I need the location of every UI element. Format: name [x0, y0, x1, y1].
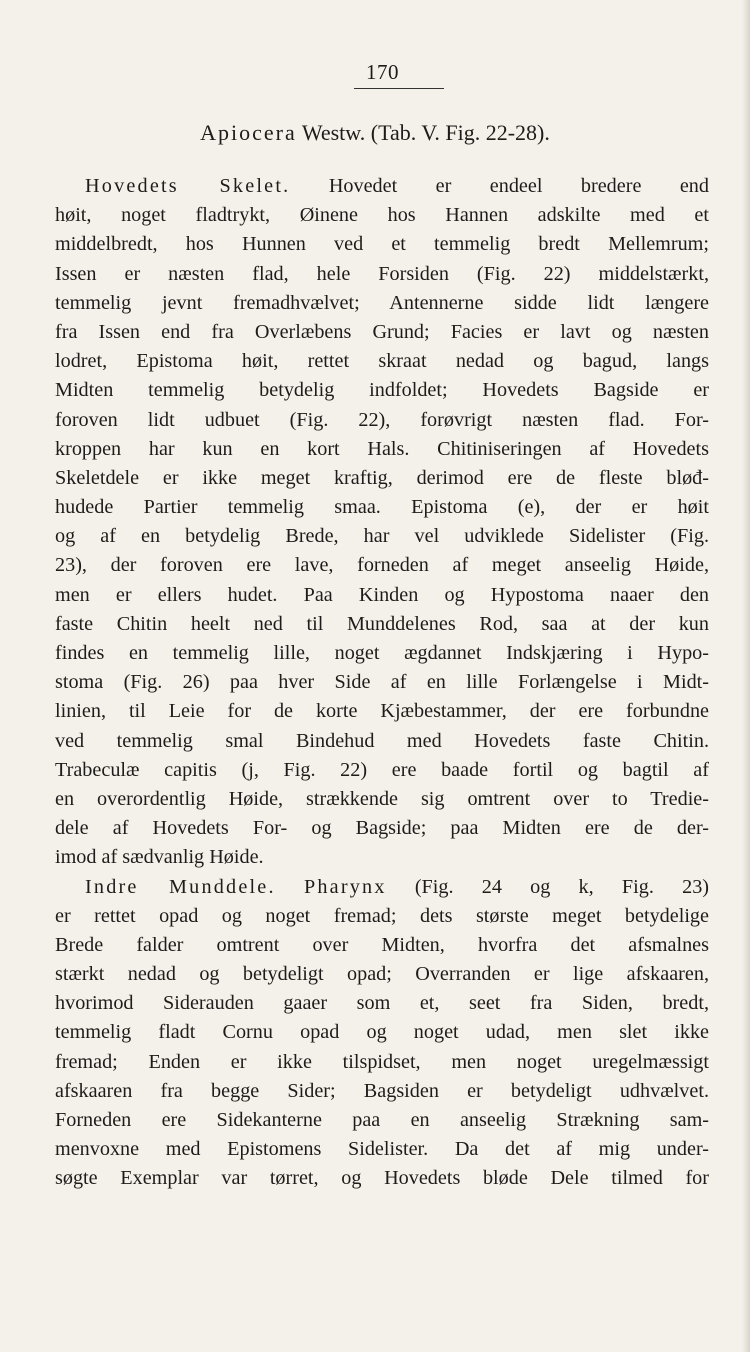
text-line: men er ellers hudet. Paa Kinden og Hypostoma naaer den [55, 583, 709, 606]
text-line: hudede Partier temmelig smaa. Epistoma (e), der er høit [55, 496, 709, 519]
text-line: temmelig jevnt fremadhvælvet; Antennerne sidde lidt længere [55, 291, 709, 314]
text-line: menvoxne med Epistomens Sidelister. Da det af mig under- [55, 1138, 709, 1161]
section-term-pharynx: Pharynx [303, 875, 387, 898]
text-line: findes en temmelig lille, noget ægdannet Indskjæring i Hypo- [55, 642, 709, 664]
text-line: faste Chitin heelt ned til Munddelenes Rod, saa at der kun [55, 612, 709, 635]
text-line: dele af Hovedets For- og Bagside; paa Midten ere de der- [55, 817, 709, 840]
text-line: temmelig fladt Cornu opad og noget udad, men slet ikke [55, 1021, 709, 1044]
page-edge-shadow [742, 0, 750, 1352]
line-text: Hovedet er endeel bredere end [290, 175, 709, 197]
text-line: Issen er næsten flad, hele Forsiden (Fig. 22) middelstærkt, [55, 262, 709, 285]
page-number-rule [354, 88, 444, 89]
section-title-skelet: Hovedets Skelet. [85, 175, 291, 197]
text-line: hvorimod Siderauden gaaer som et, seet fra Siden, bredt, [55, 992, 709, 1015]
text-line: foroven lidt udbuet (Fig. 22), forøvrigt næsten flad. For- [55, 408, 709, 431]
text-line: lodret, Epistoma høit, rettet skraat nedad og bagud, langs [55, 350, 709, 373]
text-line: en overordentlig Høide, strækkende sig omtrent over to Tredie- [55, 787, 709, 810]
text-line: afskaaren fra begge Sider; Bagsiden er betydeligt udhvælvet. [55, 1079, 709, 1102]
text-line: kroppen har kun en kort Hals. Chitiniseringen af Hovedets [55, 437, 709, 460]
text-line: fremad; Enden er ikke tilspidset, men noget uregelmæssigt [55, 1050, 709, 1073]
body-text [55, 172, 709, 1194]
heading-genus: Apiocera [200, 120, 297, 145]
text-line: Forneden ere Sidekanterne paa en anseelig Strækning sam- [55, 1109, 709, 1131]
text-line: imod af sædvanlig Høide. [55, 846, 264, 869]
text-line: Midten temmelig betydelig indfoldet; Hovedets Bagside er [55, 379, 709, 402]
text-line [55, 172, 709, 201]
section-title-munddele: Indre Munddele. [85, 875, 276, 898]
text-line: linien, til Leie for de korte Kjæbestammer, der ere forbundne [55, 700, 709, 723]
text-line: er rettet opad og noget fremad; dets største meget betydelige [55, 904, 709, 927]
text-line: ved temmelig smal Bindehud med Hovedets faste Chitin. [55, 729, 709, 752]
text-line: Brede falder omtrent over Midten, hvorfra det afsmalnes [55, 933, 709, 956]
section-heading [0, 120, 750, 146]
text-line [55, 873, 709, 902]
text-line: Trabeculæ capitis (j, Fig. 22) ere baade fortil og bagtil af [55, 758, 709, 781]
heading-rest: Westw. (Tab. V. Fig. 22-28). [296, 120, 550, 145]
text-line: fra Issen end fra Overlæbens Grund; Facies er lavt og næsten [55, 320, 709, 343]
line-text: (Fig. 24 og k, Fig. 23) [386, 875, 710, 898]
text-line: høit, noget fladtrykt, Øinene hos Hannen adskilte med et [55, 204, 709, 227]
text-line: 23), der foroven ere lave, forneden af meget anseelig Høide, [55, 554, 709, 577]
text-line: søgte Exemplar var tørret, og Hovedets bløde Dele tilmed for [55, 1167, 709, 1190]
text-line: middelbredt, hos Hunnen ved et temmelig bredt Mellemrum; [55, 233, 709, 256]
text-line: stærkt nedad og betydeligt opad; Overranden er lige afskaaren, [55, 963, 709, 986]
page-number: 170 [366, 60, 399, 84]
text-line: Skeletdele er ikke meget kraftig, derimod ere de fleste bløđ- [55, 466, 709, 489]
text-line: stoma (Fig. 26) paa hver Side af en lille Forlængelse i Midt- [55, 671, 709, 694]
text-line: og af en betydelig Brede, har vel udviklede Sidelister (Fig. [55, 525, 709, 548]
